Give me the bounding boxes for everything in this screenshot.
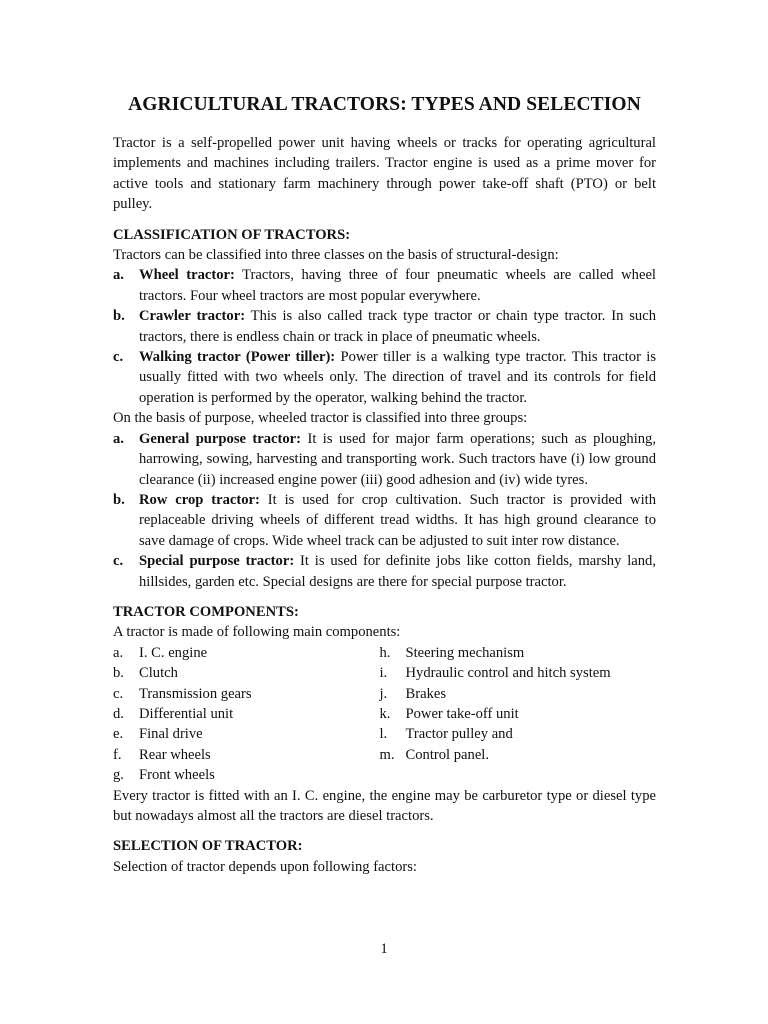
item-term: Special purpose tractor: [139, 553, 295, 570]
item-marker: a. [113, 267, 124, 284]
component-item [380, 643, 652, 663]
component-marker: m. [379, 746, 395, 763]
component-marker: h. [379, 644, 391, 661]
component-text: Steering mechanism [405, 644, 525, 661]
component-text: Transmission gears [139, 685, 252, 702]
component-marker: g. [113, 767, 124, 784]
component-text: Final drive [139, 726, 203, 743]
component-item [113, 643, 385, 663]
component-text: Brakes [405, 685, 447, 702]
component-item [113, 745, 385, 765]
classification-lead: Tractors can be classified into three classes on the basis of structural-design: [113, 247, 559, 264]
component-text: Rear wheels [139, 746, 211, 763]
list-item [113, 490, 656, 551]
list-item [113, 306, 656, 347]
components-right-column [380, 643, 652, 786]
item-term: Walking tractor (Power tiller): [139, 349, 336, 366]
component-text: Power take-off unit [405, 705, 519, 722]
selection-lead: Selection of tractor depends upon following factors: [113, 858, 417, 875]
component-marker: j. [379, 685, 388, 702]
intro-paragraph: Tractor is a self-propelled power unit having wheels or tracks for operating agricultural implements and machines including trailers. Tractor engine is used as a prime mover for active tools and stationary farm machinery through power take-off shaft (PTO) or belt pulley. [113, 135, 656, 213]
component-text: Differential unit [139, 705, 234, 722]
classification-heading: CLASSIFICATION OF TRACTORS: [113, 226, 351, 243]
item-marker: b. [113, 491, 125, 508]
list-item [113, 265, 656, 306]
component-text: Hydraulic control and hitch system [405, 665, 611, 682]
item-text: It is used for crop cultivation. Such tractor is provided with replaceable driving wheels of different tread widths. It has high ground clearance to save damage of crops. Wide wheel track can be adjusted to suit inter row distance. [139, 491, 656, 549]
component-marker: c. [113, 685, 124, 702]
component-item [113, 684, 385, 704]
page-title: AGRICULTURAL TRACTORS: TYPES AND SELECTION [128, 94, 641, 115]
component-marker: l. [379, 726, 388, 743]
component-item [380, 663, 652, 683]
components-heading: TRACTOR COMPONENTS: [113, 603, 299, 620]
list-item [113, 347, 656, 408]
component-text: Control panel. [405, 746, 489, 763]
component-marker: f. [113, 746, 122, 763]
item-marker: b. [113, 308, 125, 325]
components-lead: A tractor is made of following main components: [113, 624, 401, 641]
item-term: General purpose tractor: [139, 430, 302, 447]
list-item [113, 429, 656, 490]
item-term: Row crop tractor: [139, 491, 260, 508]
page-number: 1 [380, 941, 388, 957]
item-marker: c. [113, 349, 124, 366]
item-term: Crawler tractor: [139, 308, 246, 325]
components-closing: Every tractor is fitted with an I. C. engine, the engine may be carburetor type or diesel type but nowadays almost all the tractors are diesel tractors. [113, 787, 656, 824]
item-marker: a. [113, 430, 124, 447]
item-text: This is also called track type tractor or chain type tractor. In such tractors, there is endless chain or track in place of pneumatic wheels. [139, 308, 656, 345]
item-term: Wheel tractor: [139, 267, 235, 284]
component-item [380, 684, 652, 704]
purpose-lead: On the basis of purpose, wheeled tractor is classified into three groups: [113, 410, 528, 427]
component-marker: k. [379, 705, 391, 722]
component-text: Tractor pulley and [405, 726, 513, 743]
component-item [380, 704, 652, 724]
item-text: It is used for major farm operations; such as ploughing, harrowing, sowing, harvesting and transporting work. Such tractors have (i) low ground clearance (ii) increased engine power (iii) good adhesion and (iv) wide tyres. [139, 430, 656, 488]
components-list [113, 643, 656, 786]
component-text: I. C. engine [139, 644, 208, 661]
component-item [380, 724, 652, 744]
component-item [113, 704, 385, 724]
item-text: It is used for definite jobs like cotton fields, marshy land, hillsides, garden etc. Special designs are there for special purpose tractor. [139, 553, 656, 590]
component-item [380, 745, 652, 765]
item-text: Tractors, having three of four pneumatic wheels are called wheel tractors. Four wheel tractors are most popular everywhere. [139, 267, 656, 304]
component-marker: e. [113, 726, 124, 743]
item-marker: c. [113, 553, 124, 570]
selection-heading: SELECTION OF TRACTOR: [113, 838, 303, 855]
components-left-column [113, 643, 385, 786]
component-text: Front wheels [139, 767, 215, 784]
component-marker: a. [113, 644, 124, 661]
item-text: Power tiller is a walking type tractor. This tractor is usually fitted with two wheels only. The direction of travel and its controls for field operation is performed by the operator, walking behind the tractor. [139, 349, 656, 406]
component-item [113, 663, 385, 683]
component-item [113, 724, 385, 744]
component-marker: b. [113, 665, 124, 682]
component-item [113, 765, 385, 785]
component-marker: d. [113, 705, 124, 722]
component-text: Clutch [139, 665, 178, 682]
list-item [113, 551, 656, 592]
component-marker: i. [379, 665, 388, 682]
